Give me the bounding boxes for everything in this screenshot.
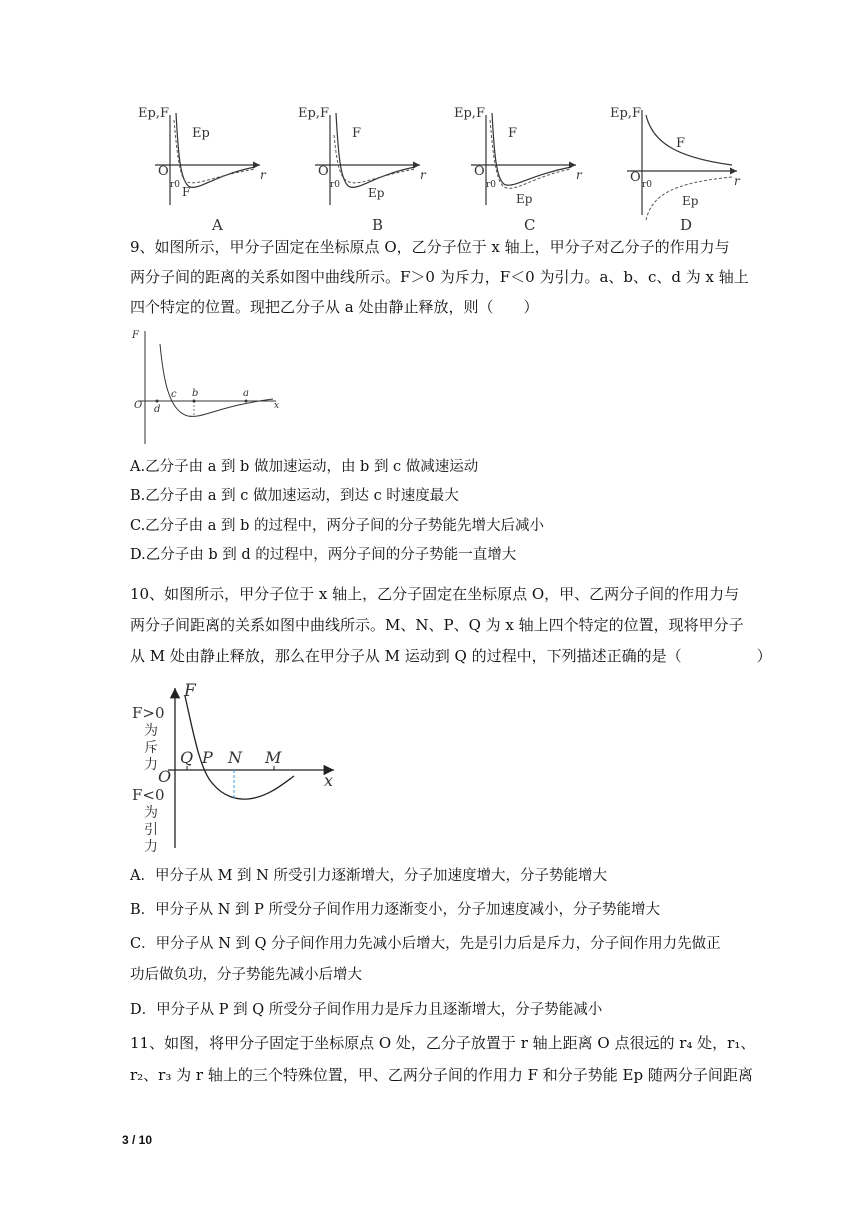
option-figures bbox=[120, 95, 750, 240]
label-r0: r0 bbox=[170, 180, 181, 190]
caption-b: B bbox=[372, 216, 384, 234]
q10-figure bbox=[128, 676, 348, 856]
q9-label-a: a bbox=[243, 388, 249, 399]
axis-label-x: r bbox=[734, 174, 740, 188]
q10-option-c-cont: 功后做负功，分子势能先减小后增大 bbox=[130, 967, 362, 983]
q10-neg-li: 力 bbox=[144, 839, 158, 855]
q10-label-p: P bbox=[202, 748, 213, 767]
axis-label-y: Ep,F bbox=[298, 106, 329, 121]
q10-axis-x: x bbox=[324, 771, 334, 790]
label-ep: Ep bbox=[516, 192, 533, 206]
q10-pos-wei: 为 bbox=[144, 723, 158, 739]
label-ep: Ep bbox=[682, 194, 699, 208]
figure-d bbox=[610, 106, 741, 234]
q10-neg-label: F<0 bbox=[132, 786, 165, 804]
q10-axis-f: F bbox=[184, 681, 196, 701]
q10-line-1: 10、如图所示，甲分子位于 x 轴上，乙分子固定在坐标原点 O，甲、乙两分子间的作用力与 bbox=[130, 585, 740, 603]
q10-option-a: A．甲分子从 M 到 N 所受引力逐渐增大，分子加速度增大，分子势能增大 bbox=[130, 868, 607, 884]
caption-a: A bbox=[212, 216, 223, 234]
q10-line-3: 从 M 处由静止释放，那么在甲分子从 M 运动到 Q 的过程中，下列描述正确的是（ ） bbox=[130, 647, 772, 665]
label-f: F bbox=[676, 136, 686, 151]
q10-pos-li: 力 bbox=[144, 757, 158, 773]
page-number: 3 / 10 bbox=[122, 1133, 153, 1147]
q9-option-d: D.乙分子由 b 到 d 的过程中，两分子间的分子势能一直增大 bbox=[130, 547, 517, 563]
figure-c bbox=[454, 106, 583, 234]
q9-line-2: 两分子间的距离的关系如图中曲线所示。F＞0 为斥力，F＜0 为引力。a、b、c、d 为 x 轴上 bbox=[130, 268, 749, 286]
caption-d: D bbox=[680, 216, 693, 234]
q9-origin: O bbox=[134, 400, 143, 411]
q9-option-c: C.乙分子由 a 到 b 的过程中，两分子间的分子势能先增大后减小 bbox=[130, 518, 545, 534]
axis-label-x: r bbox=[260, 168, 266, 182]
label-r0: r0 bbox=[486, 180, 497, 190]
label-ep: Ep bbox=[192, 126, 210, 141]
axis-label-y: Ep,F bbox=[138, 106, 169, 121]
q10-label-n: N bbox=[228, 748, 242, 767]
label-ep: Ep bbox=[368, 186, 385, 200]
q9-figure bbox=[128, 326, 288, 448]
q10-option-c: C．甲分子从 N 到 Q 分子间作用力先减小后增大，先是引力后是斥力，分子间作用力先做正 bbox=[130, 936, 721, 952]
axis-label-x: r bbox=[420, 168, 426, 182]
q10-pos-chi: 斥 bbox=[144, 740, 158, 756]
label-r0: r0 bbox=[642, 180, 653, 190]
origin-label: O bbox=[474, 164, 485, 179]
q10-option-d: D．甲分子从 P 到 Q 所受分子间作用力是斥力且逐渐增大，分子势能减小 bbox=[130, 1002, 603, 1018]
q11-line-1: 11、如图，将甲分子固定于坐标原点 O 处，乙分子放置于 r 轴上距离 O 点很远的 r₄ 处，r₁、 bbox=[130, 1034, 756, 1052]
figure-b bbox=[298, 106, 427, 234]
q9-label-d: d bbox=[154, 404, 161, 415]
caption-c: C bbox=[524, 216, 536, 234]
q9-label-c: c bbox=[171, 389, 177, 400]
q9-line-1: 9、如图所示，甲分子固定在坐标原点 O，乙分子位于 x 轴上，甲分子对乙分子的作用力与 bbox=[130, 238, 730, 256]
q10-option-b: B．甲分子从 N 到 P 所受分子间作用力逐渐变小，分子加速度减小，分子势能增大 bbox=[130, 902, 661, 918]
q10-label-q: Q bbox=[180, 748, 194, 767]
q9-axis-f: F bbox=[132, 330, 139, 341]
origin-label: O bbox=[158, 164, 169, 179]
figure-a bbox=[138, 106, 267, 234]
q9-label-b: b bbox=[192, 388, 199, 399]
origin-label: O bbox=[630, 170, 641, 185]
label-f: F bbox=[508, 126, 518, 141]
q9-axis-x: x bbox=[274, 401, 280, 411]
label-r0: r0 bbox=[330, 180, 341, 190]
q10-line-2: 两分子间距离的关系如图中曲线所示。M、N、P、Q 为 x 轴上四个特定的位置，现将甲分子 bbox=[130, 616, 744, 634]
q10-label-m: M bbox=[265, 748, 282, 767]
q11-line-2: r₂、r₃ 为 r 轴上的三个特殊位置，甲、乙两分子间的作用力 F 和分子势能 Ep 随两分子间距离 bbox=[130, 1066, 753, 1084]
axis-label-y: Ep,F bbox=[610, 106, 641, 121]
origin-label: O bbox=[318, 164, 329, 179]
q10-neg-wei: 为 bbox=[144, 805, 158, 821]
q9-line-3: 四个特定的位置。现把乙分子从 a 处由静止释放，则（ ） bbox=[130, 298, 539, 316]
q10-neg-yin: 引 bbox=[144, 822, 158, 838]
label-f: F bbox=[182, 185, 191, 199]
q9-option-b: B.乙分子由 a 到 c 做加速运动，到达 c 时速度最大 bbox=[130, 488, 459, 504]
axis-label-y: Ep,F bbox=[454, 106, 485, 121]
q10-origin: O bbox=[158, 767, 172, 786]
axis-label-x: r bbox=[576, 168, 582, 182]
q10-pos-label: F>0 bbox=[132, 704, 165, 722]
q9-option-a: A.乙分子由 a 到 b 做加速运动，由 b 到 c 做减速运动 bbox=[130, 459, 479, 475]
label-f: F bbox=[352, 126, 362, 141]
